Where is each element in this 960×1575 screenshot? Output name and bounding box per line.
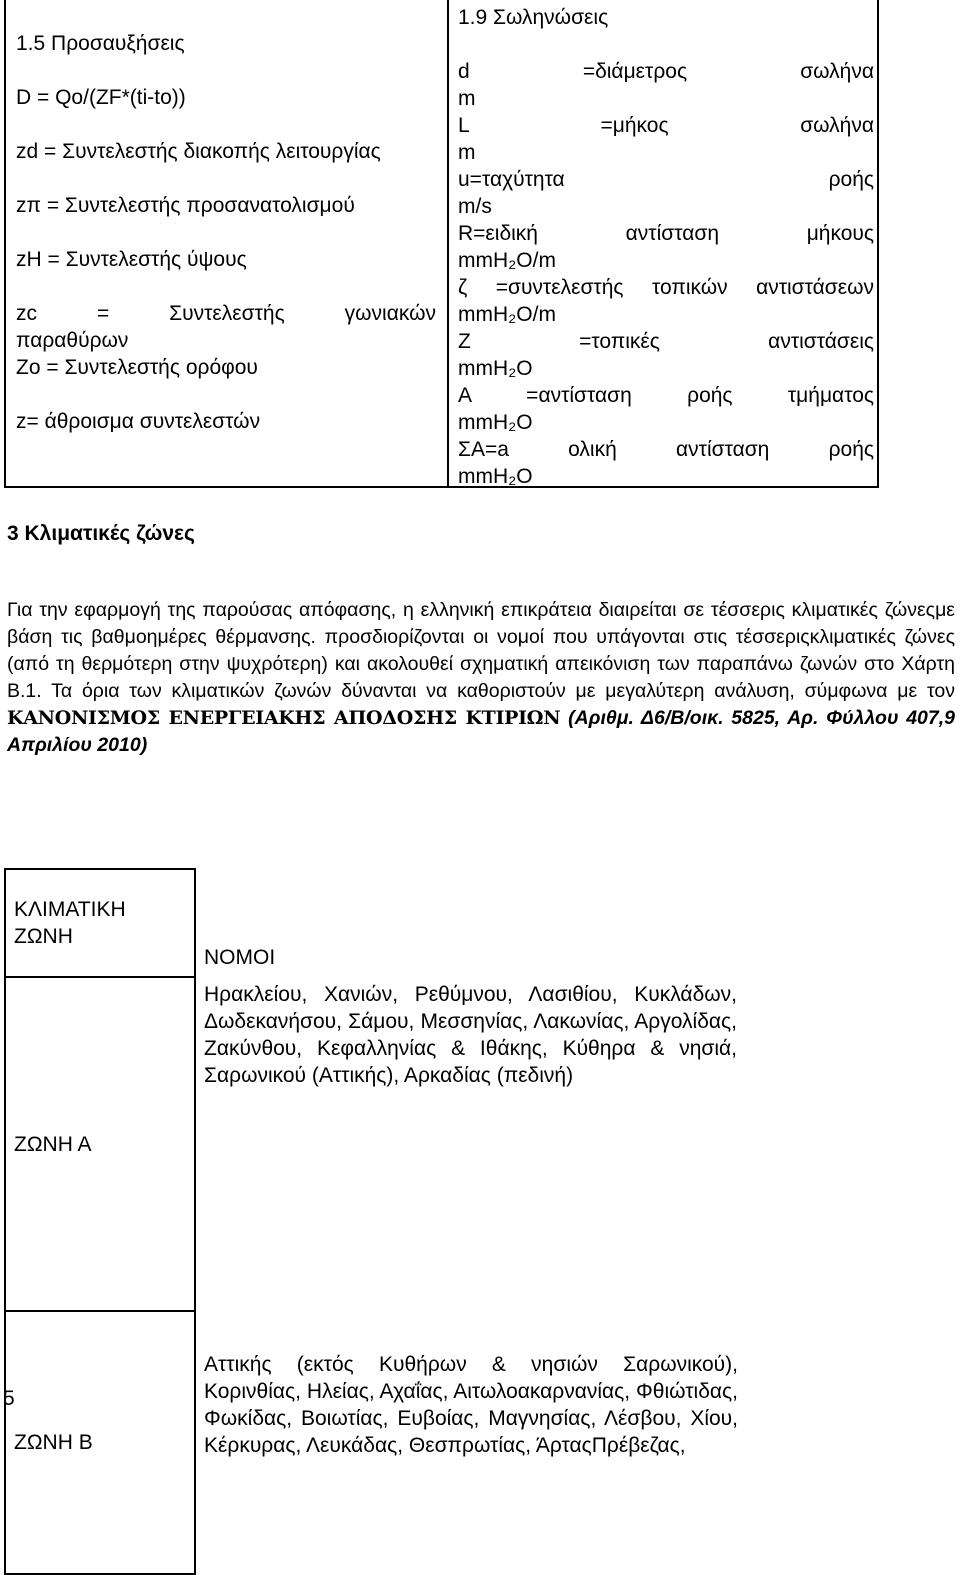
- zone-b-cell: [5, 1311, 195, 1574]
- zone-b-label: ΖΩΝΗ Β: [14, 1431, 93, 1455]
- d-definition: d =διάμετρος σωλήνα: [458, 60, 874, 83]
- surcharges-column: [16, 30, 436, 435]
- zone-a-prefectures: Ηρακλείου, Χανιών, Ρεθύμνου, Λασιθίου, Κυκλάδων, Δωδεκανήσου, Σάμου, Μεσσηνίας, Λακωνίας, Αργολίδας, Ζακύνθου, Κεφαλληνίας & Ιθάκης, Κύθηρα & νησιά, Σαρωνικού (Αττικής), Αρκαδίας (πεδινή): [204, 983, 737, 1088]
- A-definition: A =αντίσταση ροής τμήματος: [458, 384, 874, 407]
- zone-a-prefectures-cell: [195, 977, 746, 1311]
- zeta-unit: mmH₂O/m: [458, 303, 556, 326]
- zo-definition: Zo = Συντελεστής ορόφου: [16, 356, 258, 379]
- Z-definition: Z =τοπικές αντιστάσεις: [458, 330, 874, 353]
- climate-zones-table: [4, 868, 747, 1575]
- Z-unit: mmH₂O: [458, 357, 533, 380]
- zc-definition-line1: zc = Συντελεστής γωνιακών: [16, 302, 436, 325]
- regulation-reference: (Αριθμ. Δ6/Β/οικ. 5825, Αρ. Φύλλου 407,9 Απριλίου 2010): [7, 707, 956, 756]
- L-unit: m: [458, 141, 476, 164]
- regulation-name: ΚΑΝΟΝΙΣΜΟΣ ΕΝΕΡΓΕΙΑΚΗΣ ΑΠΟΔΟΣΗΣ ΚΤΙΡΙΩΝ: [7, 707, 561, 729]
- R-definition: R=ειδική αντίσταση μήκους: [458, 222, 874, 245]
- climate-zones-paragraph: [7, 597, 955, 759]
- zd-definition: zd = Συντελεστής διακοπής λειτουργίας: [16, 140, 381, 163]
- pipes-title: 1.9 Σωληνώσεις: [458, 6, 609, 29]
- z-definition: z= άθροισμα συντελεστών: [16, 410, 261, 433]
- header-nomoi: ΝΟΜΟΙ: [204, 946, 276, 970]
- page-number: 5: [3, 1387, 15, 1410]
- surcharges-title: 1.5 Προσαυξήσεις: [16, 32, 185, 55]
- u-definition: u=ταχύτητα ροής: [458, 168, 874, 191]
- zone-a-label: ΖΩΝΗ Α: [14, 1132, 92, 1156]
- zp-definition: zπ = Συντελεστής προσανατολισμού: [16, 194, 355, 217]
- load-formula: D = Qo/(ZF*(ti-to)): [16, 86, 186, 109]
- paragraph-text: Για την εφαρμογή της παρούσας απόφασης, η ελληνική επικράτεια διαιρείται σε τέσσερις κλιματικές ζώνεςμε βάση τις βαθμοημέρες θέρμανσης. προσδιορίζονται οι νομοί που υπάγονται στις τέσσεριςκλιματικές ζώνες (από τη θερμότερη στην ψυχρότερη) και ακολουθεί σχηματική απεικόνιση των παραπάνω ζωνών στο Χάρτη Β.1. Τα όρια των κλιματικών ζωνών δύνανται να καθοριστούν με μεγαλύτερη ανάλυση, σύμφωνα με τον: [7, 599, 955, 702]
- d-unit: m: [458, 87, 476, 110]
- A-unit: mmH₂O: [458, 411, 533, 434]
- R-unit: mmH₂O/m: [458, 249, 556, 272]
- pipes-column: [458, 4, 874, 490]
- zone-b-prefectures-cell: [195, 1311, 746, 1574]
- column-divider: [447, 0, 449, 488]
- SA-unit: mmH₂O: [458, 465, 533, 488]
- header-zone: ΚΛΙΜΑΤΙΚΗ ΖΩΝΗ: [14, 898, 126, 949]
- L-definition: L =μήκος σωλήνα: [458, 114, 874, 137]
- zone-b-prefectures: Αττικής (εκτός Κυθήρων & νησιών Σαρωνικού), Κορινθίας, Ηλείας, Αχαΐας, Αιτωλοακαρνανίας, Φθιώτιδας, Φωκίδας, Βοιωτίας, Ευβοίας, Μαγνησίας, Λέσβου, Χίου, Κέρκυρας, Λευκάδας, Θεσπρωτίας, ΆρταςΠρέβεζας,: [204, 1353, 738, 1458]
- symbols-table: [4, 0, 879, 488]
- section-heading: 3 Κλιματικές ζώνες: [7, 522, 195, 545]
- u-unit: m/s: [458, 195, 492, 218]
- zone-a-cell: [5, 977, 195, 1311]
- zeta-definition: ζ =συντελεστής τοπικών αντιστάσεων: [458, 276, 874, 299]
- header-nomoi-cell: [195, 869, 746, 977]
- SA-definition: ΣΑ=a ολική αντίσταση ροής: [458, 438, 874, 461]
- header-zone-cell: [5, 869, 195, 977]
- zc-definition-line2: παραθύρων: [16, 329, 129, 352]
- zh-definition: zH = Συντελεστής ύψους: [16, 248, 247, 271]
